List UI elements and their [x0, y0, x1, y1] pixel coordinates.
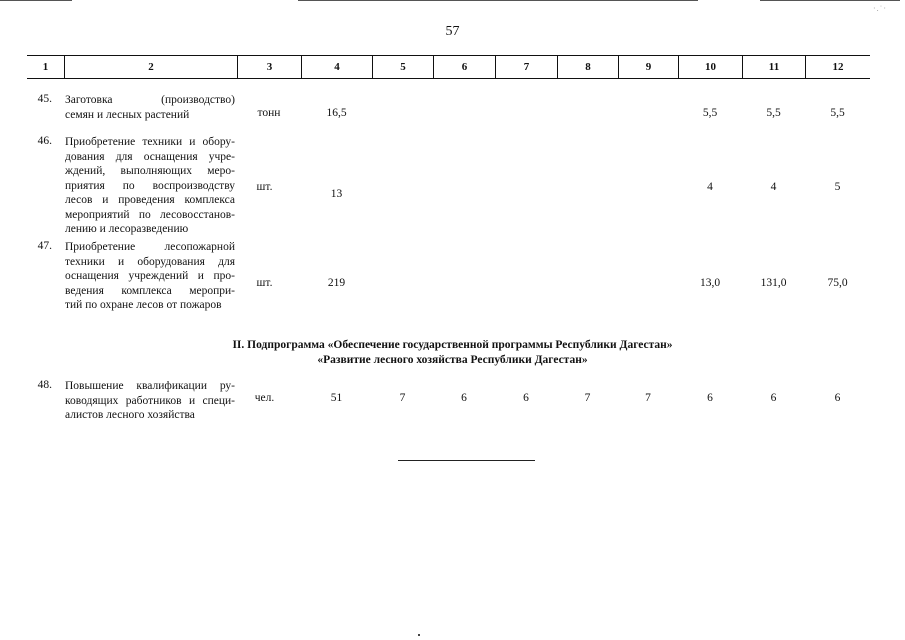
desc-line: оснащения учреждений и про-: [65, 270, 235, 282]
cell-col-12: 75,0: [827, 277, 848, 289]
cell-col-11: 4: [770, 181, 777, 193]
cell-col-6: 6: [461, 392, 467, 404]
desc-line: лению и лесоразведению: [65, 223, 189, 235]
cell-col-4: 13: [330, 188, 343, 200]
row-number: 47.: [37, 240, 52, 252]
header-col-10: 10: [678, 56, 742, 78]
row-description: [65, 379, 235, 423]
header-col-3: 3: [237, 56, 301, 78]
desc-line: Приобретение техники и обору-: [65, 136, 235, 148]
top-rule: [0, 0, 905, 1]
cell-col-4: 219: [327, 277, 346, 289]
cell-col-10: 6: [707, 392, 713, 404]
cell-col-12: 5,5: [830, 107, 845, 119]
cell-col-11: 6: [770, 392, 777, 404]
desc-line: Повышение квалификации ру-: [65, 380, 235, 392]
cell-col-10: 4: [707, 181, 713, 193]
desc-line: лесов и проведения комплекса: [65, 194, 235, 206]
end-rule: [398, 460, 535, 461]
desc-line: мероприятий по лесовосстанов-: [65, 208, 235, 221]
row-number: 45.: [37, 93, 52, 105]
header-col-8: 8: [557, 56, 618, 78]
cell-col-10: 13,0: [699, 277, 721, 289]
header-col-6: 6: [433, 56, 495, 78]
header-col-2: 2: [64, 56, 237, 78]
row-description: [65, 135, 235, 237]
header-col-12: 12: [805, 56, 870, 78]
row-description: [65, 240, 235, 313]
scan-mark: ·.˙·: [873, 4, 887, 13]
header-col-7: 7: [495, 56, 557, 78]
desc-line: техники и оборудования для: [65, 255, 235, 268]
cell-col-11: 131,0: [760, 277, 787, 289]
cell-col-8: 7: [584, 392, 591, 404]
page-number: 57: [445, 24, 460, 39]
header-col-9: 9: [618, 56, 678, 78]
row-unit: шт.: [256, 277, 273, 289]
cell-col-11: 5,5: [766, 107, 781, 119]
section-title: II. Подпрограмма «Обеспечение государственной программы Республики Дагестан»: [232, 339, 673, 351]
desc-line: ководящих работников и специ-: [65, 394, 235, 407]
desc-line: Приобретение лесопожарной: [65, 241, 235, 253]
desc-line: Заготовка (производство): [65, 94, 235, 106]
desc-line: ведения комплекса меропри-: [65, 284, 235, 297]
row-unit: чел.: [254, 392, 275, 404]
desc-line: семян и лесных растений: [65, 108, 190, 121]
header-col-4: 4: [301, 56, 372, 78]
cell-col-10: 5,5: [702, 107, 718, 119]
desc-line: дования для оснащения учре-: [65, 150, 235, 163]
cell-col-7: 6: [523, 392, 529, 404]
cell-col-9: 7: [645, 392, 651, 404]
cell-col-12: 6: [834, 392, 841, 404]
desc-line: тий по охране лесов от пожаров: [65, 299, 222, 311]
cell-col-12: 5: [834, 181, 841, 193]
cell-col-4: 51: [330, 392, 343, 404]
desc-line: алистов лесного хозяйства: [65, 409, 195, 421]
cell-col-5: 7: [399, 392, 406, 404]
row-number: 48.: [37, 379, 52, 391]
scan-speck: [418, 634, 420, 636]
desc-line: ждений, выполняющих меро-: [65, 165, 235, 177]
table-header: [27, 55, 870, 79]
header-col-1: 1: [42, 61, 49, 73]
row-description: [65, 93, 235, 122]
cell-col-4: 16,5: [326, 107, 347, 119]
row-unit: тонн: [257, 107, 281, 119]
desc-line: приятия по воспроизводству: [65, 179, 235, 192]
row-number: 46.: [37, 135, 52, 147]
header-col-11: 11: [742, 56, 805, 78]
row-unit: шт.: [256, 181, 273, 193]
section-subtitle: «Развитие лесного хозяйства Республики Дагестан»: [317, 354, 588, 366]
header-col-5: 5: [372, 56, 433, 78]
